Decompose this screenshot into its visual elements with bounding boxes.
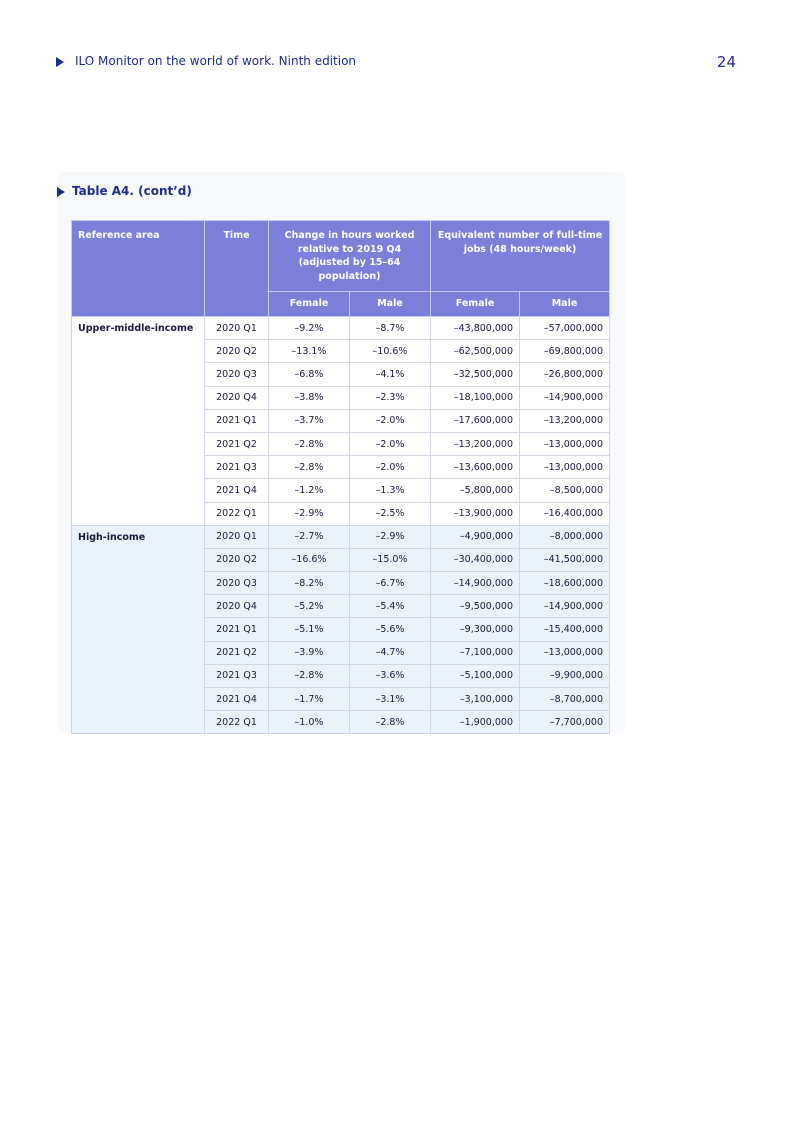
- hours-female-cell: –9.2%: [269, 317, 350, 340]
- jobs-male-cell: –8,500,000: [520, 479, 610, 502]
- jobs-female-cell: –9,300,000: [431, 618, 520, 641]
- period-cell: 2021 Q2: [205, 432, 269, 455]
- jobs-male-cell: –9,900,000: [520, 664, 610, 687]
- hours-male-cell: –8.7%: [350, 317, 431, 340]
- hours-female-cell: –2.7%: [269, 525, 350, 548]
- jobs-male-cell: –13,000,000: [520, 456, 610, 479]
- hours-female-cell: –6.8%: [269, 363, 350, 386]
- jobs-male-cell: –15,400,000: [520, 618, 610, 641]
- hours-female-cell: –13.1%: [269, 340, 350, 363]
- period-cell: 2020 Q1: [205, 317, 269, 340]
- period-cell: 2020 Q3: [205, 363, 269, 386]
- period-cell: 2020 Q4: [205, 386, 269, 409]
- table-title: Table A4. (cont’d): [72, 184, 192, 198]
- table-arrow-icon: [57, 187, 65, 197]
- jobs-female-cell: –18,100,000: [431, 386, 520, 409]
- jobs-female-cell: –7,100,000: [431, 641, 520, 664]
- group-high-income: [72, 525, 610, 734]
- hours-group-line: relative to 2019 Q4: [297, 243, 402, 255]
- hours-female-cell: –5.2%: [269, 595, 350, 618]
- jobs-group-line: jobs (48 hours/week): [463, 243, 577, 255]
- period-cell: 2020 Q1: [205, 525, 269, 548]
- column-header-time: Time: [205, 221, 269, 317]
- hours-male-cell: –1.3%: [350, 479, 431, 502]
- reference-area-cell: High-income: [72, 525, 205, 734]
- hours-female-cell: –2.8%: [269, 432, 350, 455]
- period-cell: 2021 Q1: [205, 618, 269, 641]
- jobs-male-cell: –69,800,000: [520, 340, 610, 363]
- jobs-male-cell: –16,400,000: [520, 502, 610, 525]
- jobs-female-cell: –5,800,000: [431, 479, 520, 502]
- table-row: [72, 317, 610, 340]
- hours-female-cell: –2.9%: [269, 502, 350, 525]
- jobs-male-cell: –41,500,000: [520, 548, 610, 571]
- jobs-male-cell: –14,900,000: [520, 595, 610, 618]
- hours-group-line: (adjusted by 15–64 population): [298, 257, 401, 282]
- publication-title: ILO Monitor on the world of work. Ninth edition: [75, 54, 357, 68]
- hours-male-cell: –6.7%: [350, 572, 431, 595]
- jobs-male-cell: –57,000,000: [520, 317, 610, 340]
- jobs-male-cell: –7,700,000: [520, 711, 610, 734]
- hours-female-cell: –5.1%: [269, 618, 350, 641]
- period-cell: 2021 Q4: [205, 688, 269, 711]
- jobs-male-cell: –14,900,000: [520, 386, 610, 409]
- jobs-female-cell: –14,900,000: [431, 572, 520, 595]
- period-cell: 2020 Q3: [205, 572, 269, 595]
- hours-male-cell: –2.5%: [350, 502, 431, 525]
- page-number: 24: [716, 53, 736, 71]
- hours-male-cell: –10.6%: [350, 340, 431, 363]
- hours-group-line: Change in hours worked: [284, 230, 415, 241]
- column-header-jobs-male: Male: [520, 292, 610, 317]
- jobs-female-cell: –62,500,000: [431, 340, 520, 363]
- hours-female-cell: –3.7%: [269, 409, 350, 432]
- jobs-female-cell: –13,200,000: [431, 432, 520, 455]
- hours-female-cell: –16.6%: [269, 548, 350, 571]
- period-cell: 2021 Q3: [205, 664, 269, 687]
- hours-male-cell: –5.4%: [350, 595, 431, 618]
- jobs-female-cell: –4,900,000: [431, 525, 520, 548]
- jobs-female-cell: –5,100,000: [431, 664, 520, 687]
- hours-female-cell: –3.9%: [269, 641, 350, 664]
- hours-female-cell: –1.7%: [269, 688, 350, 711]
- period-cell: 2021 Q4: [205, 479, 269, 502]
- jobs-female-cell: –43,800,000: [431, 317, 520, 340]
- hours-female-cell: –2.8%: [269, 456, 350, 479]
- hours-female-cell: –3.8%: [269, 386, 350, 409]
- jobs-female-cell: –9,500,000: [431, 595, 520, 618]
- period-cell: 2020 Q4: [205, 595, 269, 618]
- hours-male-cell: –15.0%: [350, 548, 431, 571]
- jobs-group-line: Equivalent number of full-time: [437, 230, 603, 241]
- period-cell: 2022 Q1: [205, 502, 269, 525]
- hours-female-cell: –2.8%: [269, 664, 350, 687]
- period-cell: 2021 Q2: [205, 641, 269, 664]
- hours-male-cell: –2.8%: [350, 711, 431, 734]
- column-group-hours-change: [269, 221, 431, 292]
- column-header-hours-female: Female: [269, 292, 350, 317]
- hours-male-cell: –3.6%: [350, 664, 431, 687]
- period-cell: 2021 Q1: [205, 409, 269, 432]
- hours-male-cell: –2.0%: [350, 456, 431, 479]
- jobs-male-cell: –8,000,000: [520, 525, 610, 548]
- jobs-male-cell: –13,000,000: [520, 432, 610, 455]
- group-upper-middle-income: [72, 317, 610, 526]
- jobs-female-cell: –32,500,000: [431, 363, 520, 386]
- jobs-female-cell: –3,100,000: [431, 688, 520, 711]
- reference-area-cell: Upper-middle-income: [72, 317, 205, 526]
- hours-female-cell: –1.0%: [269, 711, 350, 734]
- jobs-male-cell: –26,800,000: [520, 363, 610, 386]
- column-group-fulltime-jobs: [431, 221, 610, 292]
- hours-male-cell: –5.6%: [350, 618, 431, 641]
- jobs-male-cell: –8,700,000: [520, 688, 610, 711]
- hours-male-cell: –2.9%: [350, 525, 431, 548]
- jobs-female-cell: –13,900,000: [431, 502, 520, 525]
- column-header-reference-area: Reference area: [72, 221, 205, 317]
- jobs-female-cell: –13,600,000: [431, 456, 520, 479]
- data-table: [71, 220, 610, 734]
- hours-male-cell: –2.3%: [350, 386, 431, 409]
- hours-male-cell: –2.0%: [350, 432, 431, 455]
- jobs-male-cell: –13,200,000: [520, 409, 610, 432]
- jobs-male-cell: –18,600,000: [520, 572, 610, 595]
- hours-male-cell: –4.1%: [350, 363, 431, 386]
- hours-male-cell: –4.7%: [350, 641, 431, 664]
- jobs-female-cell: –17,600,000: [431, 409, 520, 432]
- column-header-jobs-female: Female: [431, 292, 520, 317]
- hours-male-cell: –2.0%: [350, 409, 431, 432]
- jobs-female-cell: –30,400,000: [431, 548, 520, 571]
- jobs-male-cell: –13,000,000: [520, 641, 610, 664]
- column-header-hours-male: Male: [350, 292, 431, 317]
- period-cell: 2020 Q2: [205, 340, 269, 363]
- hours-male-cell: –3.1%: [350, 688, 431, 711]
- jobs-female-cell: –1,900,000: [431, 711, 520, 734]
- period-cell: 2020 Q2: [205, 548, 269, 571]
- hours-female-cell: –1.2%: [269, 479, 350, 502]
- header-arrow-icon: [56, 57, 64, 67]
- period-cell: 2022 Q1: [205, 711, 269, 734]
- period-cell: 2021 Q3: [205, 456, 269, 479]
- hours-female-cell: –8.2%: [269, 572, 350, 595]
- table-row: [72, 525, 610, 548]
